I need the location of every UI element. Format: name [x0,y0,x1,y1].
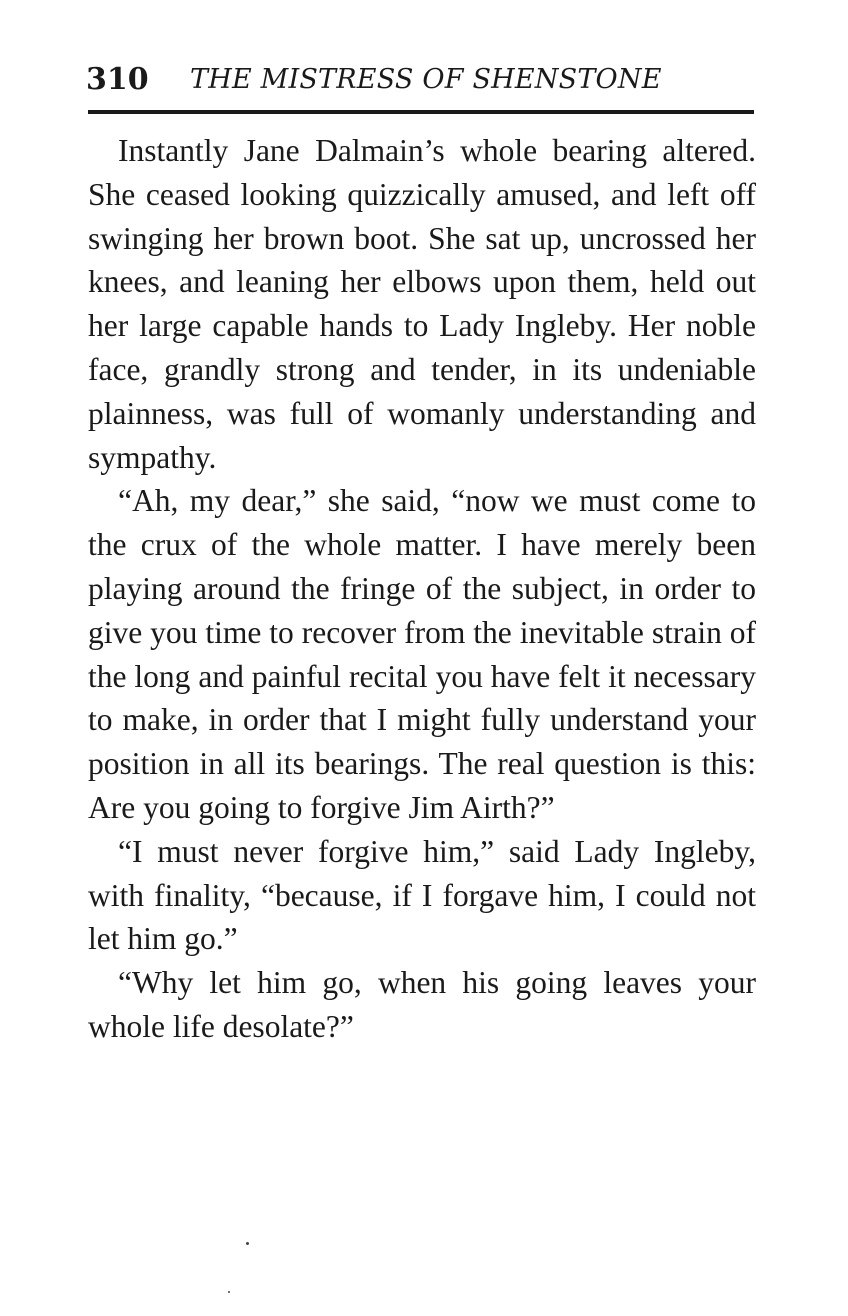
paragraph: “Why let him go, when his going leaves your whole life desolate?” [88,965,756,1044]
page-number: 310 [86,62,149,97]
page-header [86,58,756,102]
paragraph: “I must never forgive him,” said Lady Ingleby, with finality, “because, if I forgave him, I could not let him go.” [88,833,756,957]
header-rule [88,110,754,114]
body-text [88,129,756,1049]
print-speck [228,1291,230,1293]
print-speck [246,1242,249,1245]
paragraph: Instantly Jane Dalmain’s whole bearing altered. She ceased looking quizzically amused, and left off swinging her brown boot. She sat up, uncrossed her knees, and leaning her elbows upon them, held out her large capable hands to Lady Ingleby. Her noble face, grandly strong and tender, in its undeniable plainness, was full of womanly understanding and sympathy. [88,133,756,475]
running-title: THE MISTRESS OF SHENSTONE [190,64,662,95]
paragraph: “Ah, my dear,” she said, “now we must come to the crux of the whole matter. I have merely been playing around the fringe of the subject, in order to give you time to recover from the inevitable strain of the long and painful recital you have felt it necessary to make, in order that I might fully understand your position in all its bearings. The real question is this: Are you going to forgive Jim Airth?” [88,483,756,825]
